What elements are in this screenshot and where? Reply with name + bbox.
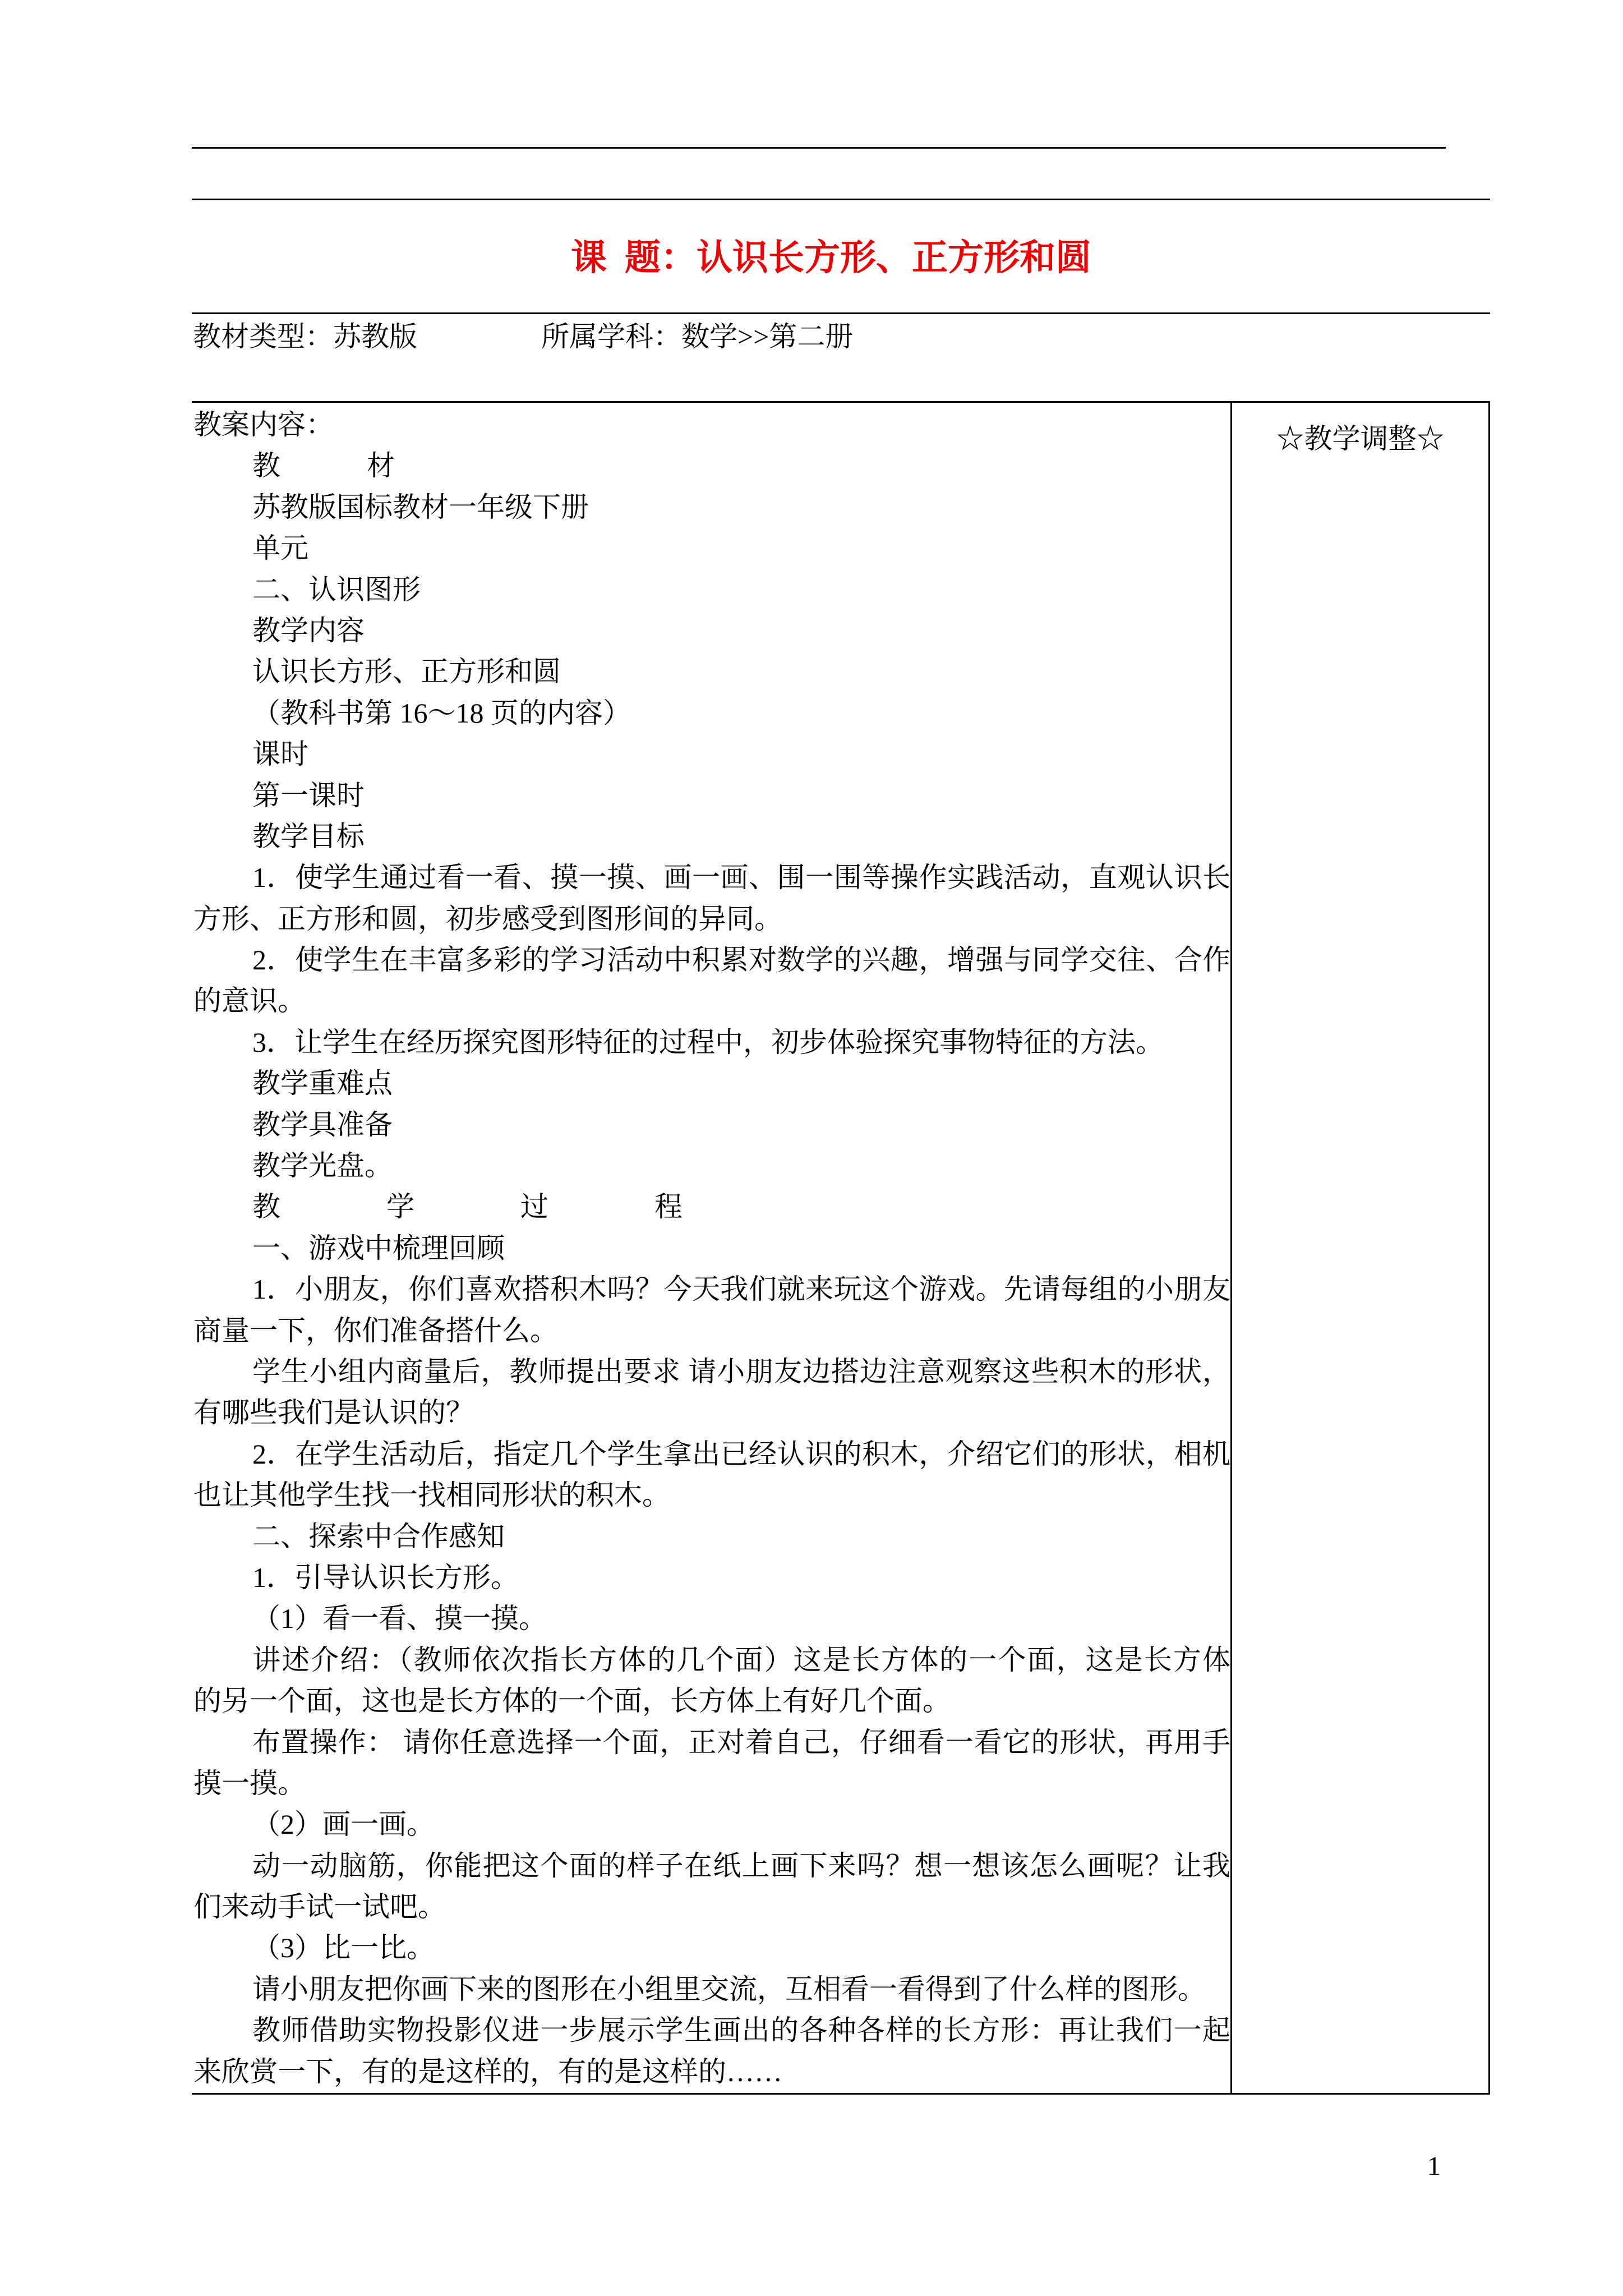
spread-char: 学 xyxy=(386,1191,414,1223)
lesson-line: （2）画一画。 xyxy=(252,1809,435,1841)
spread-char: 过 xyxy=(520,1191,548,1223)
lesson-line: 摸一摸。 xyxy=(193,1767,306,1799)
lesson-line: 单元 xyxy=(252,532,308,564)
lesson-line: （教科书第 16～18 页的内容） xyxy=(252,697,631,729)
content-heading: 教案内容： xyxy=(193,409,334,440)
lesson-line: 有哪些我们是认识的？ xyxy=(193,1397,474,1429)
title-rule xyxy=(192,312,1490,314)
spread-char: 程 xyxy=(654,1191,683,1223)
lesson-title: 课 题：认识长方形、正方形和圆 xyxy=(571,238,1091,278)
lesson-line: 来欣赏一下，有的是这样的，有的是这样的…… xyxy=(193,2055,782,2087)
teaching-adjustment-cell xyxy=(1232,403,1488,2093)
teaching-adjustment-heading: ☆教学调整☆ xyxy=(1276,423,1445,454)
lesson-line: 学生小组内商量后，教师提出要求 请小朋友边搭边注意观察这些积木的形状， xyxy=(252,1355,1230,1387)
lesson-line: 教学目标 xyxy=(252,820,365,852)
lesson-line: 请小朋友把你画下来的图形在小组里交流，互相看一看得到了什么样的图形。 xyxy=(252,1973,1206,2005)
lesson-line: 1．引导认识长方形。 xyxy=(252,1561,519,1593)
lesson-line: 的意识。 xyxy=(193,985,306,1017)
lesson-line: 方形、正方形和圆，初步感受到图形间的异同。 xyxy=(193,903,782,935)
header-rule-second xyxy=(192,199,1490,200)
spread-char: 材 xyxy=(367,450,395,482)
lesson-line: 认识长方形、正方形和圆 xyxy=(252,656,561,688)
spread-char: 教 xyxy=(252,1191,280,1223)
lesson-line: 布置操作： 请你任意选择一个面，正对着自己，仔细看一看它的形状，再用手 xyxy=(252,1726,1230,1758)
lesson-line: 3．让学生在经历探究图形特征的过程中，初步体验探究事物特征的方法。 xyxy=(252,1026,1164,1058)
lesson-line: 二、认识图形 xyxy=(252,573,421,605)
lesson-line: 教学具准备 xyxy=(252,1108,393,1140)
lesson-line: 也让其他学生找一找相同形状的积木。 xyxy=(193,1479,670,1511)
lesson-line: （1）看一看、摸一摸。 xyxy=(252,1603,547,1635)
lesson-line: 们来动手试一试吧。 xyxy=(193,1891,446,1923)
lesson-line: 苏教版国标教材一年级下册 xyxy=(252,491,589,523)
lesson-line: 的另一个面，这也是长方体的一个面，长方体上有好几个面。 xyxy=(193,1685,951,1717)
lesson-line: 2．在学生活动后，指定几个学生拿出已经认识的积木，介绍它们的形状，相机 xyxy=(252,1438,1230,1470)
lesson-line: 2．使学生在丰富多彩的学习活动中积累对数学的兴趣，增强与同学交往、合作 xyxy=(252,944,1230,976)
lesson-line: 动一动脑筋，你能把这个面的样子在纸上画下来吗？想一想该怎么画呢？让我 xyxy=(252,1849,1230,1881)
lesson-line: 一、游戏中梳理回顾 xyxy=(252,1232,505,1264)
lesson-content-cell xyxy=(192,403,1232,2093)
page-number: 1 xyxy=(1427,2151,1441,2181)
lesson-line xyxy=(252,1186,683,1227)
lesson-line: 教师借助实物投影仪进一步展示学生画出的各种各样的长方形：再让我们一起 xyxy=(252,2014,1230,2046)
lesson-line: 二、探索中合作感知 xyxy=(252,1520,505,1552)
lesson-table xyxy=(192,401,1490,2095)
lesson-line: 讲述介绍：（教师依次指长方体的几个面）这是长方体的一个面，这是长方体 xyxy=(252,1644,1230,1676)
lesson-line: 商量一下，你们准备搭什么。 xyxy=(193,1314,558,1346)
lesson-line: 教学光盘。 xyxy=(252,1150,393,1182)
textbook-type: 教材类型：苏教版 xyxy=(193,321,417,352)
lesson-line xyxy=(252,445,395,486)
header-rule-top xyxy=(192,147,1446,149)
lesson-line: 教学重难点 xyxy=(252,1068,393,1099)
lesson-line: 教学内容 xyxy=(252,614,365,646)
lesson-line: 1．使学生通过看一看、摸一摸、画一画、围一围等操作实践活动，直观认识长 xyxy=(252,862,1230,894)
subject-info: 所属学科：数学>>第二册 xyxy=(541,321,854,352)
lesson-line: 第一课时 xyxy=(252,779,365,811)
lesson-line: 1．小朋友，你们喜欢搭积木吗？今天我们就来玩这个游戏。先请每组的小朋友 xyxy=(252,1273,1230,1305)
spread-char: 教 xyxy=(252,450,280,482)
lesson-line: （3）比一比。 xyxy=(252,1932,435,1964)
lesson-line: 课时 xyxy=(252,738,308,770)
